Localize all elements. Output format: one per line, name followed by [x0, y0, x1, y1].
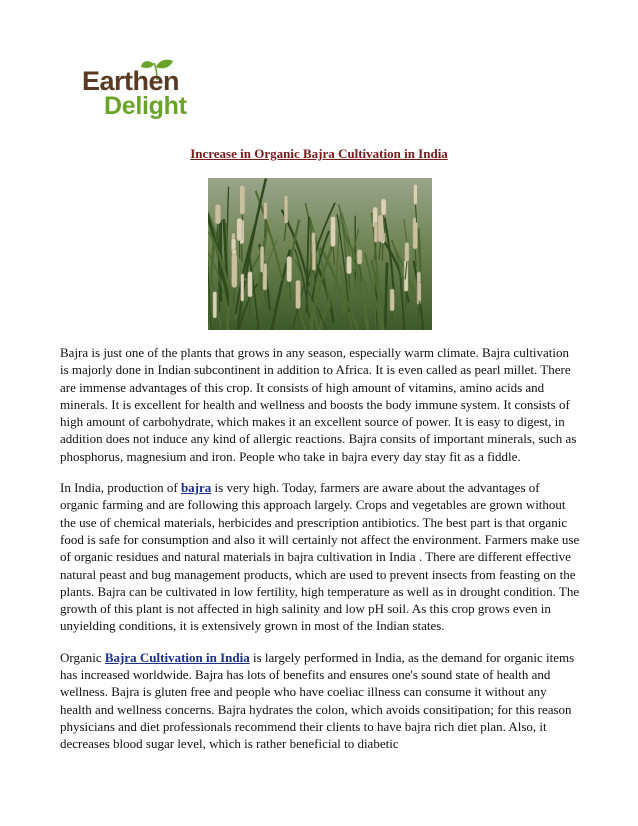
bajra-link[interactable]: bajra	[180, 480, 212, 496]
paragraph-3-text-a: Organic	[60, 649, 105, 665]
paragraph-2-text-a: In India, production of	[60, 480, 181, 496]
logo-word-delight: Delight	[104, 92, 187, 120]
paragraph-1: Bajra is just one of the plants that grows in any season, especially warm climate. Bajra cultivation is majorly done in Indian subcontinent in addition to Africa. It is even called as pearl millet. There are immense advantages of this crop. It consists of high amount of vitamins, amino acids and minerals. It is excellent for health and wellness and boosts the body immune system. It consists of high amount of carbohydrate, which makes it an excellent source of power. It is easy to digest, in addition does not induce any kind of allergic reactions. Bajra consits of important minerals, such as phosphorus, magnesium and iron. People who take in bajra every day stay fit as a fiddle.	[60, 345, 577, 464]
earthen-delight-logo	[82, 58, 212, 128]
paragraph-3-text-b: is largely performed in India, as the demand for organic items has increased worldwide. Bajra has lots of benefits and ensures one's sound state of health and wellness. Bajra is gluten free and people who have coeliac illness can consume it without any health and wellness concerns. Bajra hydrates the colon, which avoids consitipation; for this reason physicians and diet professionals recommend their clients to have bajra rich diet plan. Also, it decreases blood sugar level, which is rather beneficial to diabetic	[60, 649, 575, 752]
article-body	[60, 344, 580, 767]
logo-word-earthen: Earthen	[82, 66, 180, 96]
page-title	[0, 145, 638, 163]
millet-field-photo	[208, 178, 432, 330]
paragraph-2-text-b: is very high. Today, farmers are aware about the advantages of organic farming and are following this approach largely. Crops and vegetables are grown without the use of chemical materials, herbicides and prescription antibiotics. The best part is that organic food is safe for consumption and also it will certainly not affect the environment. Farmers make use of organic residues and natural materials in bajra cultivation in India . There are different effective natural peast and bug management products, which are used to prevent insects from feasting on the plants. Bajra can be cultivated in low fertility, high temperature as well as in drought condition. The growth of this plant is not affected in high salinity and low pH soil. As this crop grows even in unyielding conditions, it is extensively grown in most of the Indian states.	[60, 480, 580, 634]
bajra-cultivation-link[interactable]: Bajra Cultivation in India	[104, 649, 250, 665]
paragraph-2	[60, 479, 580, 635]
title-link[interactable]: Increase in Organic Bajra Cultivation in India	[190, 146, 448, 161]
paragraph-3	[60, 649, 580, 753]
